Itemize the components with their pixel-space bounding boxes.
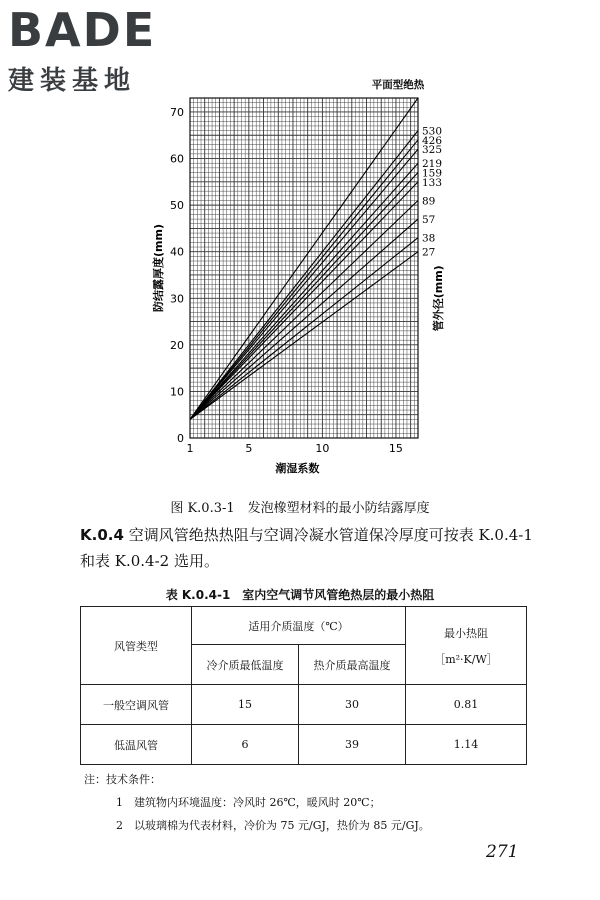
paragraph-k04: [80, 522, 540, 574]
series-label: 平面型绝热: [371, 79, 425, 91]
cell-hot: 30: [299, 685, 406, 725]
series-label: 325: [422, 144, 443, 157]
note-item-1: 1 建筑物内环境温度：冷风时 26℃，暖风时 20℃；: [116, 796, 381, 809]
note-item-2: 2 以玻璃棉为代表材料，冷价为 75 元/GJ，热价为 85 元/GJ。: [116, 819, 430, 832]
series-label: 530: [422, 125, 443, 138]
cell-res: 0.81: [406, 685, 527, 725]
series-label: 27: [422, 246, 436, 259]
dew-thickness-chart: [150, 78, 450, 478]
cell-res: 1.14: [406, 725, 527, 765]
x-axis-label: 潮湿系数: [275, 462, 320, 475]
series-label: 38: [422, 232, 436, 245]
thermal-resistance-table: [80, 606, 527, 765]
header-res-unit: ［m²·K/W］: [434, 652, 498, 666]
logo-word: BADE: [8, 3, 157, 57]
bade-logo: [8, 3, 157, 97]
header-min-resistance: [406, 607, 527, 685]
y-axis-label: 防结露厚度(mm): [152, 224, 165, 312]
header-duct-type: 风管类型: [81, 607, 192, 685]
figure-caption: 图 K.0.3-1 发泡橡塑材料的最小防结露厚度: [170, 501, 430, 516]
chart-svg: [150, 78, 450, 478]
y-tick-label: 70: [170, 105, 184, 119]
right-axis-label: 管外径(mm): [432, 265, 445, 332]
header-hot-max: 热介质最高温度: [299, 645, 406, 685]
page-number: 271: [486, 842, 519, 862]
logo-subtitle: 建装基地: [8, 66, 137, 96]
cell-type: 一般空调风管: [81, 685, 192, 725]
cell-cold: 15: [192, 685, 299, 725]
series-label: 133: [422, 176, 443, 189]
header-cold-min: 冷介质最低温度: [192, 645, 299, 685]
y-tick-label: 20: [170, 338, 184, 352]
table-notes: [84, 768, 430, 837]
header-medium-temp: 适用介质温度（℃）: [192, 607, 406, 645]
y-tick-label: 30: [170, 292, 184, 306]
y-tick-label: 0: [177, 432, 184, 445]
cell-hot: 39: [299, 725, 406, 765]
x-tick-label: 15: [388, 442, 403, 455]
series-label: 57: [422, 214, 436, 227]
table-row: [81, 725, 527, 765]
series-label: 219: [422, 158, 443, 171]
cell-cold: 6: [192, 725, 299, 765]
series-label: 426: [422, 134, 443, 147]
paragraph-number: K.0.4: [80, 526, 124, 544]
x-tick-label: 10: [315, 442, 330, 455]
header-res-label: 最小热阻: [444, 626, 488, 640]
table-title: 表 K.0.4-1 室内空气调节风管绝热层的最小热阻: [165, 588, 435, 602]
notes-title: 注：技术条件：: [84, 773, 161, 786]
y-tick-label: 60: [170, 152, 184, 166]
paragraph-text: 空调风管绝热热阻与空调冷凝水管道保冷厚度可按表 K.0.4-1和表 K.0.4-2 选用。: [80, 526, 533, 570]
y-tick-label: 10: [170, 385, 184, 399]
y-tick-label: 40: [170, 245, 184, 259]
series-label: 89: [422, 195, 436, 208]
x-tick-label: 5: [245, 442, 253, 455]
y-tick-label: 50: [170, 199, 184, 213]
table-row: [81, 685, 527, 725]
series-label: 159: [422, 167, 443, 180]
cell-type: 低温风管: [81, 725, 192, 765]
x-tick-label: 1: [186, 442, 194, 455]
